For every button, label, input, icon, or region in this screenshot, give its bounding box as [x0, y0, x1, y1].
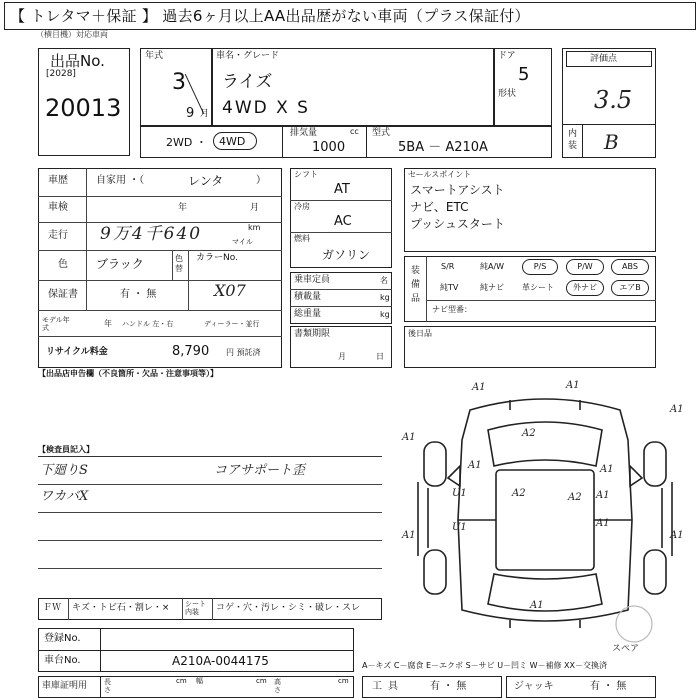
cert-cm2: cm	[256, 677, 267, 685]
damage-mark: U1	[452, 488, 467, 499]
score-value: 3.5	[594, 86, 633, 114]
score-divider-v	[582, 124, 583, 158]
shift-label: シフト	[294, 170, 318, 179]
tools-options: 有 ・ 無	[430, 681, 467, 692]
row-line	[38, 222, 282, 223]
col-line	[172, 250, 173, 280]
col-line	[182, 598, 183, 620]
tools-label: 工具	[372, 681, 404, 692]
header-title: 【 トレタマ＋保証 】 過去6ヶ月以上AA出品歴がない車両（プラス保証付）	[10, 7, 530, 25]
model-value: 5BA － A210A	[398, 140, 488, 155]
fuel-value: ガソリン	[322, 248, 371, 262]
doors-label: ドア	[498, 51, 516, 61]
lot-tag: [2028]	[46, 69, 76, 79]
capacity-label2: 積載量	[294, 292, 322, 302]
inspector-label: 【検査員記入】	[38, 445, 94, 454]
spare-label: スペア	[612, 644, 640, 654]
damage-mark: A1	[596, 490, 610, 501]
recycle-unit: 円 預託済	[226, 348, 261, 357]
inspector-note2: ワカバX	[40, 489, 89, 504]
row-line	[38, 310, 282, 311]
color-code-value: X07	[214, 281, 246, 300]
year-label: 年式	[145, 51, 164, 61]
year-era: 3	[172, 70, 186, 95]
registration-label: 登録No.	[44, 633, 81, 644]
recycle-value: 8,790	[172, 344, 210, 359]
postdate-label: 後日品	[408, 329, 432, 338]
damage-mark: A1	[670, 530, 684, 541]
note-line	[38, 568, 382, 569]
score-divider	[562, 124, 656, 125]
damage-mark: A2	[512, 488, 526, 499]
condition-seat: シート内装	[185, 600, 206, 616]
docs-month: 月	[338, 352, 346, 361]
model-year-year: 年	[104, 319, 112, 328]
cert-height: 高さ	[274, 678, 281, 694]
interior-label: 内装	[568, 129, 578, 151]
navi-model-label: ナビ型番：	[432, 305, 472, 314]
year-month-unit: 月	[200, 109, 210, 119]
top-note: （横目機）対応車両	[36, 30, 108, 39]
cert-cm3: cm	[338, 677, 349, 685]
row-line	[426, 300, 656, 301]
inspection-month: 月	[250, 203, 260, 213]
col-line	[188, 250, 189, 310]
capacity-label1: 乗車定員	[294, 275, 331, 285]
car-damage-diagram	[400, 370, 690, 660]
sales-label: セールスポイント	[408, 170, 472, 179]
equip-tv: 純TV	[440, 283, 459, 292]
docs-day: 日	[376, 352, 384, 361]
docs-label: 書類期限	[294, 329, 331, 339]
damage-mark: A1	[472, 382, 486, 393]
note-line	[38, 540, 382, 541]
interior-value: B	[604, 130, 619, 154]
inspector-note3: コアサポート歪	[214, 463, 306, 478]
condition-fw: ＦＷ	[43, 603, 62, 613]
jack-options: 有 ・ 無	[590, 681, 627, 692]
capacity-label3: 総重量	[294, 309, 322, 319]
drive-selected: 4WD	[219, 135, 246, 148]
equip-ps: P/S	[522, 259, 558, 275]
history-value: レンタ	[188, 174, 224, 188]
spec-divider-2	[366, 126, 367, 158]
inspection-year: 年	[178, 203, 188, 213]
model-year-label: モデル年式	[42, 316, 70, 332]
displacement-label: 排気量	[290, 128, 318, 138]
damage-mark: A1	[670, 404, 684, 415]
warranty-options: 有 ・ 無	[120, 289, 157, 300]
history-close: ）	[256, 175, 266, 186]
cert-cm1: cm	[176, 677, 187, 685]
col-line	[100, 676, 101, 698]
capacity-unit2: kg	[380, 293, 390, 302]
row-line	[38, 196, 282, 197]
damage-mark: A1	[468, 460, 482, 471]
col-line	[212, 598, 213, 620]
mileage-value: 9万4千640	[100, 224, 203, 244]
col-line	[86, 168, 87, 310]
row-line	[38, 250, 282, 251]
equip-pw: P/W	[566, 259, 604, 275]
color-code-label: カラーNo.	[196, 253, 238, 263]
note-line	[38, 512, 382, 513]
jack-label: ジャッキ	[514, 681, 554, 692]
shift-value: AT	[334, 182, 350, 197]
color-change-label: 色替	[175, 254, 183, 273]
equip-leather: 革シート	[522, 283, 554, 292]
row-line	[290, 232, 392, 233]
note-line	[38, 484, 382, 485]
equipment-label: 装備品	[411, 266, 421, 304]
mileage-label: 走行	[48, 230, 68, 241]
sales-line3: プッシュスタート	[410, 217, 505, 231]
shape-label: 形状	[498, 89, 517, 99]
doors-value: 5	[518, 64, 530, 85]
row-line	[38, 336, 282, 337]
history-label: 車歴	[48, 175, 68, 186]
warranty-label: 保証書	[48, 289, 78, 300]
left-info-block	[38, 168, 282, 368]
equip-navi: 純ナビ	[480, 283, 504, 292]
inspection-label: 車検	[48, 202, 68, 213]
year-month: 9	[186, 106, 195, 121]
spec-divider-1	[282, 126, 283, 158]
capacity-unit1: 名	[380, 276, 388, 285]
equip-aw: 純A/W	[480, 262, 505, 271]
damage-legend: A－キズ C－腐食 E－エクボ S－サビ U－凹ミ W－補修 XX－交換済	[362, 661, 608, 670]
sales-line2: ナビ、ETC	[410, 200, 469, 214]
row-line	[290, 200, 392, 201]
mileage-unit-km: km	[248, 223, 261, 232]
col-line	[68, 598, 69, 620]
cert-length: 長さ	[104, 678, 111, 694]
damage-mark: U1	[452, 522, 467, 533]
model-year-dealer: ディーラー・並行	[204, 320, 260, 328]
color-label: 色	[58, 259, 68, 270]
damage-mark: A1	[566, 380, 580, 391]
equip-abs: ABS	[611, 259, 649, 275]
displacement-unit: cc	[350, 127, 359, 136]
drive-options: 2WD ・	[166, 136, 207, 149]
row-line	[38, 650, 354, 651]
row-line	[290, 306, 392, 307]
car-name: ライズ	[222, 72, 273, 92]
mileage-unit-mile: マイル	[232, 238, 253, 246]
seller-notes-label: 【出品店申告欄（不良箇所・欠品・注意事項等）】	[38, 369, 218, 378]
chassis-value: A210A-0044175	[172, 654, 269, 668]
cert-width: 幅	[196, 677, 203, 685]
chassis-label: 車台No.	[44, 655, 81, 666]
displacement-value: 1000	[312, 140, 346, 155]
lot-label: 出品No.	[50, 52, 105, 70]
postdate-box	[404, 326, 656, 368]
color-value: ブラック	[96, 257, 144, 271]
history-options: 自家用 ・（	[96, 175, 145, 186]
score-label: 評価点	[590, 54, 618, 64]
note-line	[38, 456, 382, 457]
aircon-label: 冷房	[294, 202, 310, 211]
col-line	[426, 256, 427, 322]
car-grade: 4WD X S	[222, 98, 310, 118]
damage-mark: A2	[568, 492, 582, 503]
lot-number: 20013	[45, 94, 122, 122]
equip-airbag: エアB	[611, 280, 649, 296]
sales-line1: スマートアシスト	[410, 183, 505, 197]
damage-mark: A1	[402, 432, 416, 443]
inspector-note1: 下廻りS	[40, 463, 88, 478]
model-year-handle: ハンドル 左・右	[122, 320, 174, 328]
damage-mark: A1	[600, 464, 614, 475]
equip-sr: S/R	[441, 262, 455, 271]
condition-items: キズ・トビ石・割レ・×	[72, 603, 170, 613]
cert-label: 車庫証明用	[42, 681, 88, 691]
col-line	[100, 628, 101, 672]
car-label: 車名・グレード	[216, 51, 280, 61]
fuel-label: 燃料	[294, 234, 310, 243]
damage-mark: A1	[530, 600, 544, 611]
damage-mark: A2	[522, 428, 536, 439]
condition-seat-items: コゲ・穴・汚レ・シミ・破レ・スレ	[216, 603, 361, 613]
row-line	[290, 289, 392, 290]
recycle-label: リサイクル料金	[46, 347, 108, 357]
damage-mark: A1	[596, 518, 610, 529]
capacity-unit3: kg	[380, 310, 390, 319]
model-label: 型式	[372, 128, 391, 138]
damage-mark: A1	[402, 530, 416, 541]
aircon-value: AC	[334, 214, 352, 229]
equip-ext-navi: 外ナビ	[566, 280, 604, 296]
